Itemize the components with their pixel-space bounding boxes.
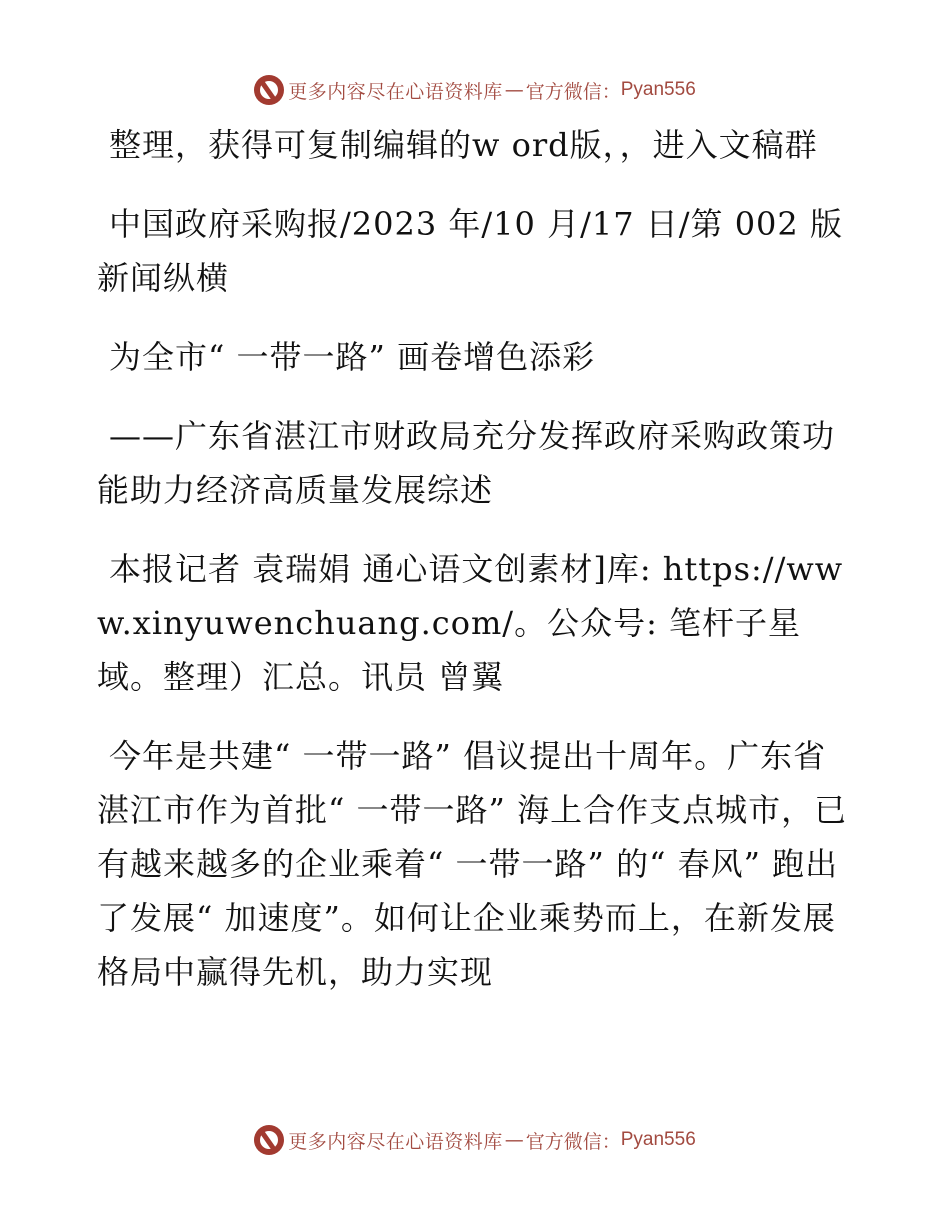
body-paragraph: 今年是共建“ 一带一路” 倡议提出十周年。广东省湛江市作为首批“ 一带一路” 海上合作支点城市，已有越来越多的企业乘着“ 一带一路” 的“ 春风” 跑出了发展“ 加速度”。如何让企业乘势而上，在新发展格局中赢得先机，助力实现 bbox=[97, 737, 848, 991]
banner-text: 更多内容尽在心语资料库 bbox=[288, 1130, 503, 1153]
banner-text: 更多内容尽在心语资料库 bbox=[288, 80, 503, 103]
banner-separator: — bbox=[504, 79, 524, 101]
article-subtitle: ——广东省湛江市财政局充分发挥政府采购政策功能助力经济高质量发展综述 bbox=[97, 417, 836, 509]
banner-separator: — bbox=[504, 1129, 524, 1151]
banner-official-label: 官方微信： bbox=[525, 80, 621, 103]
header-watermark-banner bbox=[0, 70, 950, 110]
document-body bbox=[97, 118, 857, 1024]
banner-wechat-id: Pyan556 bbox=[620, 79, 696, 100]
byline: 本报记者 袁瑞娟 通心语文创素材]库: https://www.xinyuwenchuang.com/。公众号: 笔杆子星域。整理）汇总。讯员 曾翼 bbox=[97, 550, 844, 696]
source-line: 中国政府采购报/2023 年/10 月/17 日/第 002 版新闻纵横 bbox=[97, 205, 843, 297]
banner-official-label: 官方微信： bbox=[525, 1130, 621, 1153]
footer-watermark-banner bbox=[0, 1120, 950, 1160]
banner-wechat-id: Pyan556 bbox=[620, 1129, 696, 1150]
intro-paragraph: 整理，获得可复制编辑的w ord版，，进入文稿群 bbox=[109, 126, 818, 164]
article-title: 为全市“ 一带一路” 画卷增色添彩 bbox=[109, 338, 596, 376]
pen-logo-icon bbox=[254, 75, 284, 105]
pen-logo-icon bbox=[254, 1125, 284, 1155]
